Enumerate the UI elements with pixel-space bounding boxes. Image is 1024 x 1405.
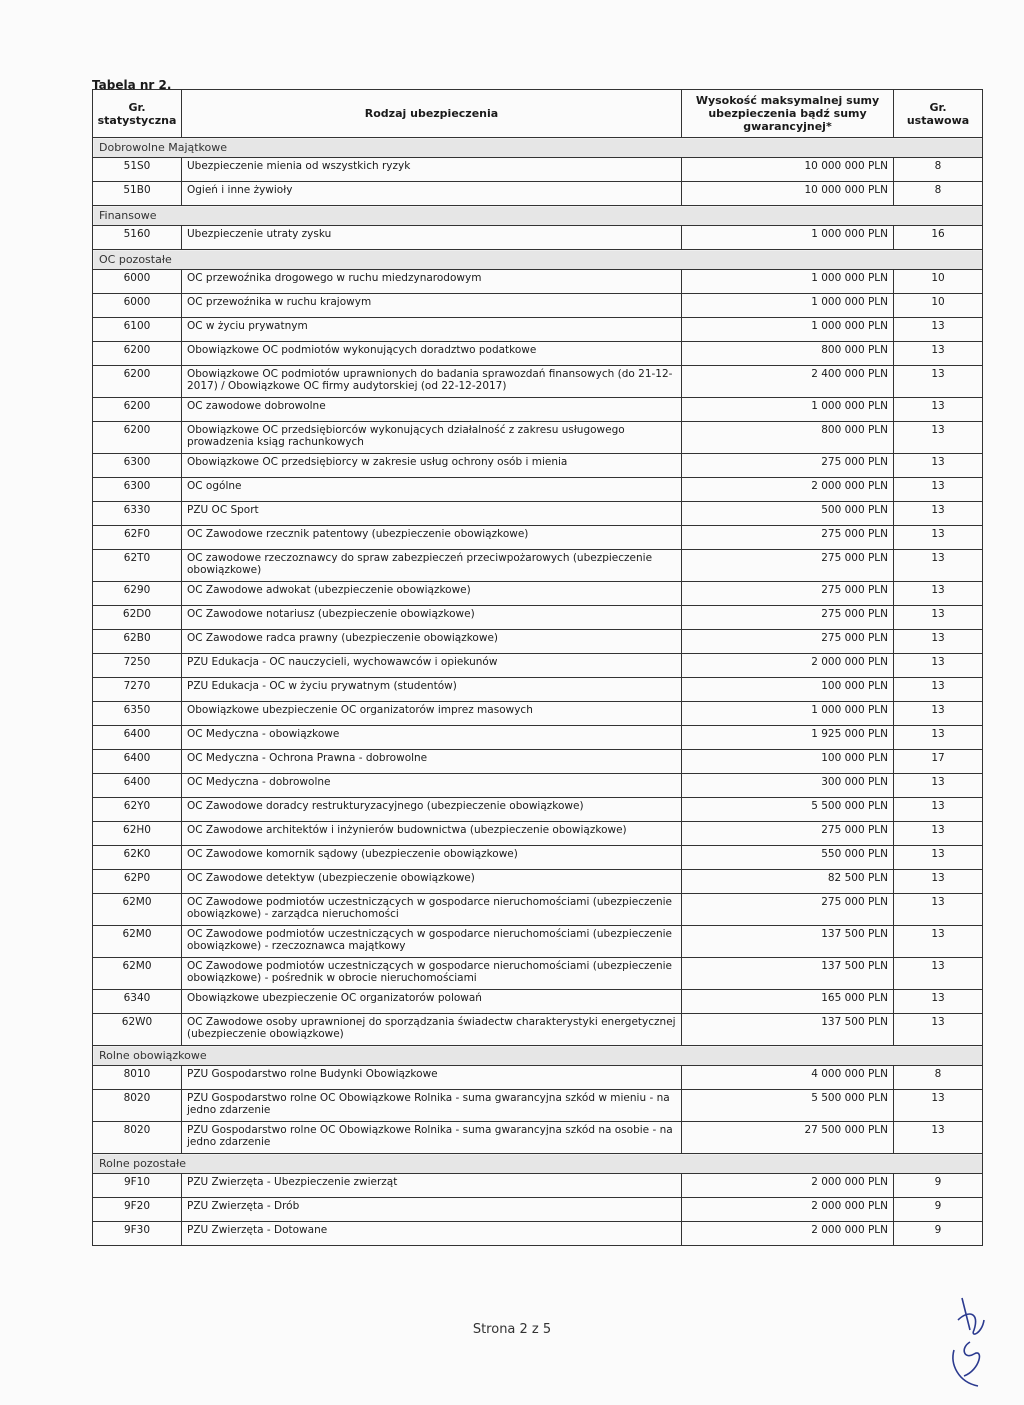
section-label: Rolne pozostałe [93,1154,983,1174]
table-row [93,454,983,478]
code-cell: 9F20 [93,1198,182,1222]
table-row [93,526,983,550]
code-cell: 6000 [93,294,182,318]
code-cell: 8010 [93,1066,182,1090]
amount-cell: 1 925 000 PLN [682,726,894,750]
section-header-row [93,250,983,270]
amount-cell: 2 000 000 PLN [682,1198,894,1222]
description-cell: OC Zawodowe doradcy restrukturyzacyjnego (ubezpieczenie obowiązkowe) [182,798,682,822]
description-cell: OC Zawodowe architektów i inżynierów budownictwa (ubezpieczenie obowiązkowe) [182,822,682,846]
table-row [93,1174,983,1198]
code-cell: 6400 [93,774,182,798]
group-cell: 13 [894,1122,983,1154]
group-cell: 13 [894,582,983,606]
handwritten-signature-icon [940,1290,1010,1390]
group-cell: 13 [894,478,983,502]
group-cell: 13 [894,726,983,750]
section-label: OC pozostałe [93,250,983,270]
description-cell: OC Medyczna - obowiązkowe [182,726,682,750]
table-row [93,822,983,846]
amount-cell: 800 000 PLN [682,342,894,366]
amount-cell: 27 500 000 PLN [682,1122,894,1154]
group-cell: 16 [894,226,983,250]
amount-cell: 82 500 PLN [682,870,894,894]
code-cell: 62T0 [93,550,182,582]
amount-cell: 1 000 000 PLN [682,226,894,250]
code-cell: 62W0 [93,1014,182,1046]
code-cell: 51B0 [93,182,182,206]
table-row [93,478,983,502]
code-cell: 6300 [93,454,182,478]
group-cell: 13 [894,958,983,990]
description-cell: Obowiązkowe OC podmiotów wykonujących doradztwo podatkowe [182,342,682,366]
description-cell: OC Zawodowe radca prawny (ubezpieczenie obowiązkowe) [182,630,682,654]
table-row [93,582,983,606]
description-cell: OC w życiu prywatnym [182,318,682,342]
group-cell: 13 [894,398,983,422]
table-row [93,1222,983,1246]
group-cell: 13 [894,926,983,958]
code-cell: 8020 [93,1122,182,1154]
header-row [93,90,983,138]
amount-cell: 2 000 000 PLN [682,1222,894,1246]
description-cell: Obowiązkowe OC podmiotów uprawnionych do badania sprawozdań finansowych (do 21-12-2017) / Obowiązkowe OC firmy audytorskiej (od 22-12-2017) [182,366,682,398]
group-cell: 10 [894,270,983,294]
group-cell: 13 [894,342,983,366]
group-cell: 13 [894,366,983,398]
table-row [93,894,983,926]
description-cell: OC Medyczna - dobrowolne [182,774,682,798]
description-cell: OC Zawodowe podmiotów uczestniczących w gospodarce nieruchomościami (ubezpieczenie obowiązkowe) - pośrednik w obrocie nieruchomościami [182,958,682,990]
table-row [93,318,983,342]
amount-cell: 1 000 000 PLN [682,318,894,342]
amount-cell: 100 000 PLN [682,678,894,702]
amount-cell: 1 000 000 PLN [682,270,894,294]
description-cell: OC Medyczna - Ochrona Prawna - dobrowolne [182,750,682,774]
table-row [93,630,983,654]
table-row [93,958,983,990]
code-cell: 6330 [93,502,182,526]
description-cell: PZU OC Sport [182,502,682,526]
amount-cell: 550 000 PLN [682,846,894,870]
amount-cell: 137 500 PLN [682,926,894,958]
code-cell: 6300 [93,478,182,502]
code-cell: 62M0 [93,894,182,926]
table-row [93,270,983,294]
description-cell: Obowiązkowe ubezpieczenie OC organizatorów polowań [182,990,682,1014]
description-cell: Obowiązkowe ubezpieczenie OC organizatorów imprez masowych [182,702,682,726]
group-cell: 13 [894,422,983,454]
page-number: Strona 2 z 5 [472,1322,552,1337]
code-cell: 6400 [93,750,182,774]
table-row [93,294,983,318]
group-cell: 13 [894,822,983,846]
table-body [93,138,983,1246]
description-cell: PZU Gospodarstwo rolne Budynki Obowiązkowe [182,1066,682,1090]
section-header-row [93,138,983,158]
description-cell: PZU Gospodarstwo rolne OC Obowiązkowe Rolnika - suma gwarancyjna szkód na osobie - na jedno zdarzenie [182,1122,682,1154]
group-cell: 13 [894,1090,983,1122]
group-cell: 10 [894,294,983,318]
table-row [93,750,983,774]
table-row [93,398,983,422]
table-row [93,990,983,1014]
code-cell: 6200 [93,422,182,454]
group-cell: 13 [894,654,983,678]
amount-cell: 1 000 000 PLN [682,702,894,726]
group-cell: 13 [894,846,983,870]
description-cell: PZU Zwierzęta - Ubezpieczenie zwierząt [182,1174,682,1198]
amount-cell: 275 000 PLN [682,550,894,582]
group-cell: 13 [894,678,983,702]
code-cell: 9F30 [93,1222,182,1246]
header-statutory-group: Gr. ustawowa [894,90,983,138]
amount-cell: 2 000 000 PLN [682,478,894,502]
table-row [93,726,983,750]
group-cell: 13 [894,526,983,550]
description-cell: OC Zawodowe adwokat (ubezpieczenie obowiązkowe) [182,582,682,606]
amount-cell: 10 000 000 PLN [682,182,894,206]
description-cell: PZU Gospodarstwo rolne OC Obowiązkowe Rolnika - suma gwarancyjna szkód w mieniu - na jedno zdarzenie [182,1090,682,1122]
amount-cell: 2 000 000 PLN [682,1174,894,1198]
group-cell: 13 [894,502,983,526]
group-cell: 8 [894,158,983,182]
description-cell: PZU Edukacja - OC w życiu prywatnym (studentów) [182,678,682,702]
amount-cell: 500 000 PLN [682,502,894,526]
header-insurance-type: Rodzaj ubezpieczenia [182,90,682,138]
section-label: Dobrowolne Majątkowe [93,138,983,158]
amount-cell: 275 000 PLN [682,630,894,654]
table-row [93,550,983,582]
code-cell: 6200 [93,366,182,398]
description-cell: Ogień i inne żywioły [182,182,682,206]
code-cell: 62F0 [93,526,182,550]
amount-cell: 137 500 PLN [682,1014,894,1046]
description-cell: Obowiązkowe OC przedsiębiorcy w zakresie usług ochrony osób i mienia [182,454,682,478]
group-cell: 9 [894,1222,983,1246]
group-cell: 9 [894,1198,983,1222]
amount-cell: 275 000 PLN [682,454,894,478]
code-cell: 6100 [93,318,182,342]
table-row [93,846,983,870]
description-cell: OC przewoźnika w ruchu krajowym [182,294,682,318]
group-cell: 13 [894,550,983,582]
table-row [93,182,983,206]
description-cell: Ubezpieczenie utraty zysku [182,226,682,250]
code-cell: 6340 [93,990,182,1014]
table-row [93,502,983,526]
group-cell: 13 [894,318,983,342]
amount-cell: 2 000 000 PLN [682,654,894,678]
group-cell: 13 [894,990,983,1014]
table-row [93,1198,983,1222]
code-cell: 51S0 [93,158,182,182]
group-cell: 13 [894,1014,983,1046]
amount-cell: 275 000 PLN [682,822,894,846]
description-cell: OC Zawodowe rzecznik patentowy (ubezpieczenie obowiązkowe) [182,526,682,550]
table-row [93,366,983,398]
table-row [93,702,983,726]
group-cell: 17 [894,750,983,774]
amount-cell: 5 500 000 PLN [682,798,894,822]
section-header-row [93,1154,983,1174]
code-cell: 62M0 [93,926,182,958]
table-title: Tabela nr 2. [92,78,172,92]
table-row [93,870,983,894]
amount-cell: 10 000 000 PLN [682,158,894,182]
code-cell: 6290 [93,582,182,606]
table-row [93,654,983,678]
group-cell: 13 [894,454,983,478]
description-cell: OC ogólne [182,478,682,502]
table-row [93,158,983,182]
section-header-row [93,206,983,226]
table-row [93,774,983,798]
code-cell: 9F10 [93,1174,182,1198]
code-cell: 62P0 [93,870,182,894]
code-cell: 62Y0 [93,798,182,822]
amount-cell: 5 500 000 PLN [682,1090,894,1122]
amount-cell: 165 000 PLN [682,990,894,1014]
group-cell: 13 [894,798,983,822]
section-label: Rolne obowiązkowe [93,1046,983,1066]
group-cell: 8 [894,1066,983,1090]
code-cell: 62M0 [93,958,182,990]
code-cell: 6200 [93,342,182,366]
amount-cell: 4 000 000 PLN [682,1066,894,1090]
amount-cell: 1 000 000 PLN [682,398,894,422]
description-cell: PZU Edukacja - OC nauczycieli, wychowawców i opiekunów [182,654,682,678]
table-row [93,798,983,822]
amount-cell: 275 000 PLN [682,894,894,926]
group-cell: 13 [894,606,983,630]
description-cell: OC Zawodowe podmiotów uczestniczących w gospodarce nieruchomościami (ubezpieczenie obowiązkowe) - zarządca nieruchomości [182,894,682,926]
description-cell: OC Zawodowe notariusz (ubezpieczenie obowiązkowe) [182,606,682,630]
group-cell: 13 [894,894,983,926]
code-cell: 6400 [93,726,182,750]
group-cell: 13 [894,774,983,798]
code-cell: 5160 [93,226,182,250]
header-stat-group: Gr. statystyczna [93,90,182,138]
code-cell: 62K0 [93,846,182,870]
table-row [93,606,983,630]
section-header-row [93,1046,983,1066]
group-cell: 13 [894,702,983,726]
code-cell: 6200 [93,398,182,422]
table-row [93,1014,983,1046]
description-cell: OC zawodowe dobrowolne [182,398,682,422]
header-max-sum: Wysokość maksymalnej sumy ubezpieczenia bądź sumy gwarancyjnej* [682,90,894,138]
code-cell: 62B0 [93,630,182,654]
amount-cell: 1 000 000 PLN [682,294,894,318]
description-cell: OC Zawodowe detektyw (ubezpieczenie obowiązkowe) [182,870,682,894]
table-row [93,1122,983,1154]
amount-cell: 275 000 PLN [682,526,894,550]
amount-cell: 275 000 PLN [682,582,894,606]
section-label: Finansowe [93,206,983,226]
amount-cell: 300 000 PLN [682,774,894,798]
description-cell: Ubezpieczenie mienia od wszystkich ryzyk [182,158,682,182]
group-cell: 13 [894,630,983,654]
amount-cell: 275 000 PLN [682,606,894,630]
code-cell: 7250 [93,654,182,678]
amount-cell: 100 000 PLN [682,750,894,774]
code-cell: 7270 [93,678,182,702]
description-cell: OC przewoźnika drogowego w ruchu miedzynarodowym [182,270,682,294]
table-row [93,1066,983,1090]
code-cell: 62D0 [93,606,182,630]
group-cell: 8 [894,182,983,206]
description-cell: PZU Zwierzęta - Drób [182,1198,682,1222]
description-cell: Obowiązkowe OC przedsiębiorców wykonujących działalność z zakresu usługowego prowadzenia ksiąg rachunkowych [182,422,682,454]
table-row [93,342,983,366]
description-cell: PZU Zwierzęta - Dotowane [182,1222,682,1246]
code-cell: 62H0 [93,822,182,846]
code-cell: 8020 [93,1090,182,1122]
group-cell: 13 [894,870,983,894]
description-cell: OC Zawodowe komornik sądowy (ubezpieczenie obowiązkowe) [182,846,682,870]
code-cell: 6350 [93,702,182,726]
table-row [93,926,983,958]
amount-cell: 137 500 PLN [682,958,894,990]
table-row [93,678,983,702]
code-cell: 6000 [93,270,182,294]
amount-cell: 800 000 PLN [682,422,894,454]
insurance-table [92,89,983,1246]
table-row [93,422,983,454]
table-row [93,226,983,250]
table-row [93,1090,983,1122]
description-cell: OC Zawodowe osoby uprawnionej do sporządzania świadectw charakterystyki energetycznej (ubezpieczenie obowiązkowe) [182,1014,682,1046]
description-cell: OC Zawodowe podmiotów uczestniczących w gospodarce nieruchomościami (ubezpieczenie obowiązkowe) - rzeczoznawca majątkowy [182,926,682,958]
group-cell: 9 [894,1174,983,1198]
description-cell: OC zawodowe rzeczoznawcy do spraw zabezpieczeń przeciwpożarowych (ubezpieczenie obowiązkowe) [182,550,682,582]
amount-cell: 2 400 000 PLN [682,366,894,398]
